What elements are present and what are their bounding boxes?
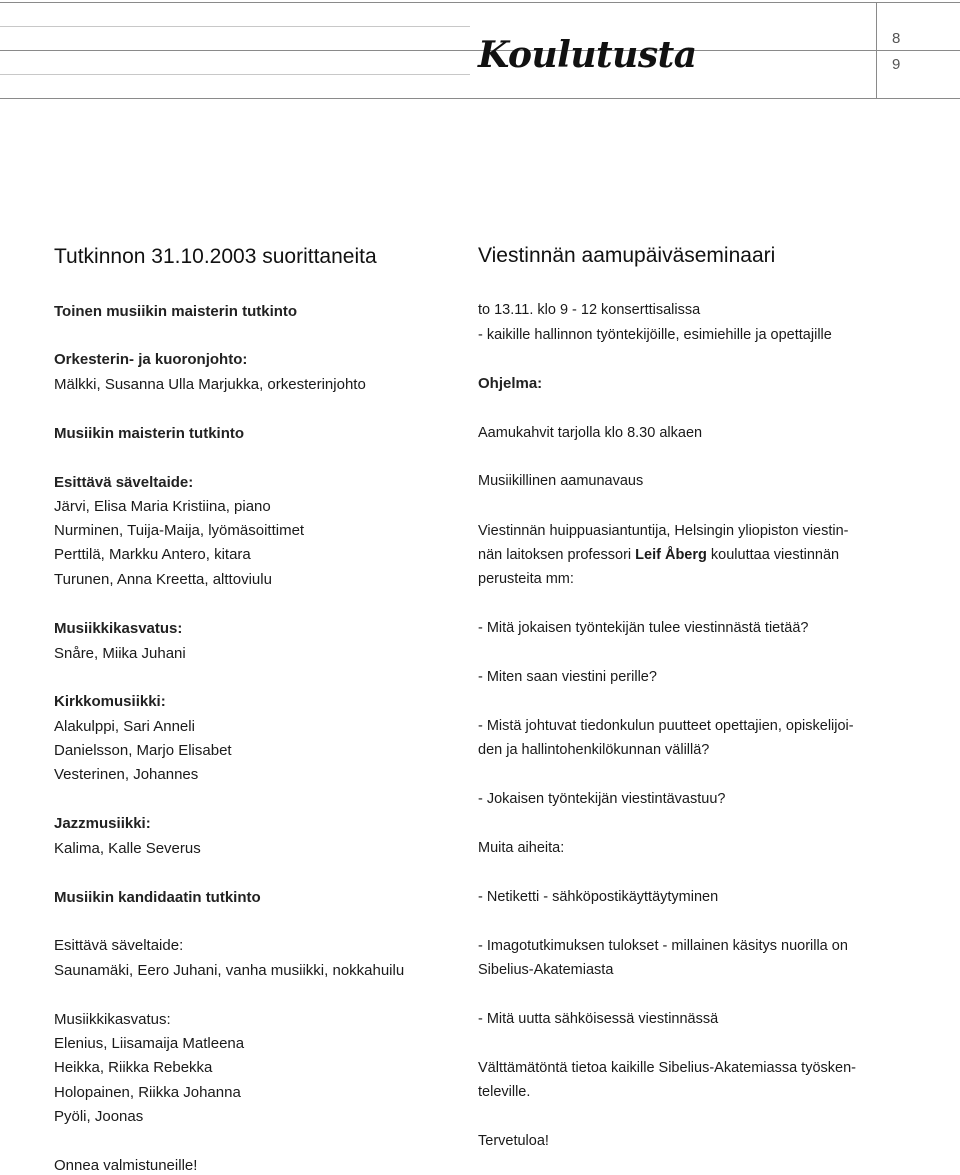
- music-education-subheading: Musiikkikasvatus:: [54, 620, 183, 637]
- must-know-text-continued: televille.: [478, 1084, 531, 1100]
- topic-question: - Mistä johtuvat tiedonkulun puutteet opettajien, opiskelijoi-: [478, 718, 854, 734]
- list-item: Snåre, Miika Juhani: [54, 645, 186, 662]
- seminar-heading: Viestinnän aamupäiväseminaari: [478, 244, 776, 267]
- masters-title: Musiikin maisterin tutkinto: [54, 425, 245, 442]
- topic-question: - Mitä jokaisen työntekijän tulee viestinnästä tietää?: [478, 620, 809, 636]
- seminar-date: to 13.11. klo 9 - 12 konserttisalissa: [478, 302, 701, 318]
- graduates-heading: Tutkinnon 31.10.2003 suorittaneita: [54, 245, 377, 268]
- other-topics-label: Muita aiheita:: [478, 840, 565, 856]
- list-item: Pyöli, Joonas: [54, 1108, 144, 1125]
- list-item: Heikka, Riikka Rebekka: [54, 1059, 213, 1076]
- other-topic: - Imagotutkimuksen tulokset - millainen käsitys nuorilla on: [478, 938, 848, 954]
- section-title: Koulutusta: [478, 34, 697, 76]
- list-item: Vesterinen, Johannes: [54, 766, 199, 783]
- list-item: Danielsson, Marjo Elisabet: [54, 742, 232, 759]
- second-masters-title: Toinen musiikin maisterin tutkinto: [54, 303, 298, 320]
- other-topic: - Mitä uutta sähköisessä viestinnässä: [478, 1011, 719, 1027]
- list-item: Saunamäki, Eero Juhani, vanha musiikki, nokkahuilu: [54, 962, 405, 979]
- welcome-text: Tervetuloa!: [478, 1133, 549, 1149]
- speaker-text-part: nän laitoksen professori: [478, 547, 636, 563]
- page-number-left: 8: [892, 30, 901, 47]
- speaker-text-part: kouluttaa viestinnän: [706, 547, 840, 563]
- program-item-opening: Musiikillinen aamunavaus: [478, 473, 644, 489]
- bachelors-title: Musiikin kandidaatin tutkinto: [54, 889, 261, 906]
- speaker-text-line: Viestinnän huippuasiantuntija, Helsingin yliopiston viestin-: [478, 523, 849, 539]
- list-item: Nurminen, Tuija-Maija, lyömäsoittimet: [54, 522, 305, 539]
- list-item: Perttilä, Markku Antero, kitara: [54, 546, 251, 563]
- header-rule-bottom: [0, 98, 960, 99]
- speaker-name: Leif Åberg: [635, 547, 707, 563]
- seminar-audience: - kaikille hallinnon työntekijöille, esimiehille ja opettajille: [478, 327, 832, 343]
- program-label: Ohjelma:: [478, 375, 543, 392]
- page-number-right: 9: [892, 56, 901, 73]
- speaker-text-line: [478, 546, 839, 564]
- topic-question: - Jokaisen työntekijän viestintävastuu?: [478, 791, 726, 807]
- program-item-coffee: Aamukahvit tarjolla klo 8.30 alkaen: [478, 425, 703, 441]
- topic-question: - Miten saan viestini perille?: [478, 669, 657, 685]
- list-item: Elenius, Liisamaija Matleena: [54, 1035, 245, 1052]
- conducting-subheading: Orkesterin- ja kuoronjohto:: [54, 351, 248, 368]
- list-item: Mälkki, Susanna Ulla Marjukka, orkesterinjohto: [54, 376, 366, 393]
- header-rule-thin-2: [0, 74, 470, 75]
- congratulations-text: Onnea valmistuneille!: [54, 1157, 198, 1174]
- list-item: Kalima, Kalle Severus: [54, 840, 201, 857]
- music-education-label: Musiikkikasvatus:: [54, 1011, 171, 1028]
- list-item: Turunen, Anna Kreetta, alttoviulu: [54, 571, 272, 588]
- header-rule-top: [0, 2, 960, 3]
- topic-question-continued: den ja hallintohenkilökunnan välillä?: [478, 742, 710, 758]
- church-music-subheading: Kirkkomusiikki:: [54, 693, 166, 710]
- list-item: Alakulppi, Sari Anneli: [54, 718, 195, 735]
- performing-arts-label: Esittävä säveltaide:: [54, 937, 184, 954]
- jazz-subheading: Jazzmusiikki:: [54, 815, 151, 832]
- performing-arts-subheading: Esittävä säveltaide:: [54, 474, 194, 491]
- other-topic: - Netiketti - sähköpostikäyttäytyminen: [478, 889, 719, 905]
- header-divider: [876, 2, 877, 98]
- list-item: Järvi, Elisa Maria Kristiina, piano: [54, 498, 271, 515]
- header-rule-thin: [0, 26, 470, 27]
- list-item: Holopainen, Riikka Johanna: [54, 1084, 241, 1101]
- other-topic-continued: Sibelius-Akatemiasta: [478, 962, 614, 978]
- must-know-text: Välttämätöntä tietoa kaikille Sibelius-Akatemiassa työsken-: [478, 1060, 856, 1076]
- speaker-text-line: perusteita mm:: [478, 571, 574, 587]
